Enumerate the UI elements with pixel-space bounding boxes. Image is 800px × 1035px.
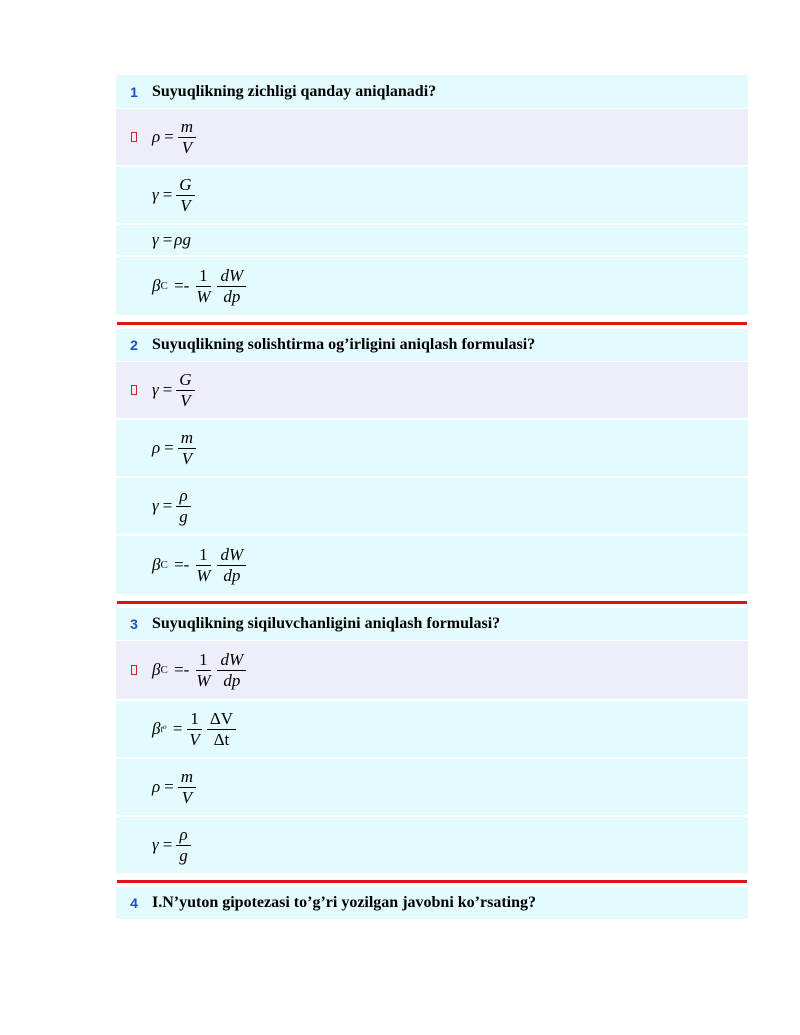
question-text: Suyuqlikning solishtirma og’irligini aniqlash formulasi? xyxy=(152,336,536,353)
formula-symbol: C xyxy=(160,559,168,571)
formula-symbol: = xyxy=(162,185,173,204)
fraction xyxy=(207,709,236,750)
question-block xyxy=(116,887,748,920)
answer-marker xyxy=(116,665,152,675)
question-block xyxy=(116,329,748,596)
answer-option[interactable] xyxy=(116,759,748,817)
formula-symbol: dp xyxy=(223,565,241,585)
fraction xyxy=(178,428,196,469)
formula-symbol: dW xyxy=(220,265,244,285)
formula-symbol: β xyxy=(152,660,161,679)
answer-option[interactable] xyxy=(116,420,748,478)
formula-symbol: ρ xyxy=(152,777,161,796)
question-block xyxy=(116,75,748,317)
answer-formula xyxy=(152,428,198,469)
formula-symbol: V xyxy=(181,448,193,468)
fraction xyxy=(176,825,191,866)
fraction xyxy=(178,117,196,158)
formula-symbol: =- xyxy=(174,660,190,679)
answer-formula xyxy=(152,825,193,866)
correct-answer-mark-icon xyxy=(131,385,137,395)
question-number: 4 xyxy=(130,895,138,911)
formula-symbol: ΔV xyxy=(209,708,234,728)
answer-formula xyxy=(152,266,248,307)
question-text: Suyuqlikning siqiluvchanligini aniqlash formulasi? xyxy=(152,615,501,632)
question-number: 2 xyxy=(130,337,138,353)
formula-symbol: m xyxy=(180,116,194,136)
formula-symbol: V xyxy=(180,195,191,215)
formula-symbol: 1 xyxy=(190,708,199,728)
formula-symbol: 1 xyxy=(199,544,208,564)
formula-symbol: γ xyxy=(152,496,159,515)
quiz-list xyxy=(116,75,748,920)
formula-symbol: ρ xyxy=(174,230,183,249)
formula-symbol: dp xyxy=(223,670,241,690)
answer-marker xyxy=(116,385,152,395)
formula-symbol: dW xyxy=(220,544,244,564)
answer-option[interactable] xyxy=(116,641,748,701)
fraction xyxy=(217,650,246,691)
formula-symbol: γ xyxy=(152,230,159,249)
answer-option[interactable] xyxy=(116,109,748,167)
formula-symbol: =- xyxy=(174,276,190,295)
answer-formula xyxy=(152,650,248,691)
answer-option[interactable] xyxy=(116,362,748,420)
formula-symbol: V xyxy=(180,390,191,410)
formula-symbol: m xyxy=(180,766,194,786)
formula-symbol: dp xyxy=(223,286,241,306)
formula-symbol: γ xyxy=(152,380,159,399)
formula-symbol: ρ xyxy=(152,127,161,146)
answer-option[interactable] xyxy=(116,225,748,257)
answer-option[interactable] xyxy=(116,257,748,317)
formula-symbol: = xyxy=(164,438,174,457)
formula-symbol: = xyxy=(164,127,174,146)
formula-symbol: = xyxy=(162,380,173,399)
formula-symbol: β xyxy=(152,276,161,295)
formula-symbol: G xyxy=(179,369,192,389)
answer-option[interactable] xyxy=(116,701,748,759)
answer-option[interactable] xyxy=(116,167,748,225)
answer-formula xyxy=(152,767,198,808)
formula-symbol: ρ xyxy=(179,824,188,844)
fraction xyxy=(176,175,194,216)
answer-option[interactable] xyxy=(116,478,748,536)
answer-formula xyxy=(152,545,248,586)
formula-symbol: W xyxy=(196,565,211,585)
answer-formula xyxy=(152,230,191,250)
question-row xyxy=(116,329,748,362)
formula-symbol: V xyxy=(181,137,193,157)
formula-symbol: W xyxy=(196,670,211,690)
formula-symbol: C xyxy=(160,664,168,676)
formula-symbol: m xyxy=(180,427,194,447)
formula-symbol: β xyxy=(152,555,161,574)
answer-option[interactable] xyxy=(116,536,748,596)
formula-symbol: =- xyxy=(174,555,190,574)
fraction xyxy=(193,545,213,586)
fraction xyxy=(176,486,191,527)
fraction xyxy=(193,266,213,307)
formula-symbol: dW xyxy=(220,649,244,669)
formula-symbol: 1 xyxy=(199,265,208,285)
question-text: I.N’yuton gipotezasi to’g’ri yozilgan javobni ko’rsating? xyxy=(152,894,536,911)
formula-symbol: = xyxy=(164,777,174,796)
answer-formula xyxy=(152,370,197,411)
answer-formula xyxy=(152,486,193,527)
fraction xyxy=(178,767,196,808)
correct-answer-mark-icon xyxy=(131,132,137,142)
formula-symbol: G xyxy=(179,174,192,194)
fraction xyxy=(193,650,213,691)
question-text: Suyuqlikning zichligi qanday aniqlanadi? xyxy=(152,82,437,100)
formula-symbol: β xyxy=(152,719,161,738)
formula-symbol: 1 xyxy=(199,649,208,669)
answer-formula xyxy=(152,117,198,158)
fraction xyxy=(176,370,194,411)
question-number: 3 xyxy=(130,616,138,632)
formula-symbol: V xyxy=(181,787,193,807)
formula-symbol: ρ xyxy=(152,438,161,457)
formula-symbol: = xyxy=(172,719,183,738)
formula-symbol: g xyxy=(179,506,188,526)
question-row xyxy=(116,75,748,109)
formula-symbol: γ xyxy=(152,185,159,204)
formula-symbol: γ xyxy=(152,835,159,854)
formula-symbol: = xyxy=(162,496,173,515)
question-block xyxy=(116,608,748,875)
formula-symbol: W xyxy=(196,286,211,306)
correct-answer-mark-icon xyxy=(131,665,137,675)
question-number: 1 xyxy=(130,83,138,100)
fraction xyxy=(186,709,202,750)
formula-symbol: ρ xyxy=(179,485,188,505)
formula-symbol: t⁰ xyxy=(160,723,167,734)
fraction xyxy=(217,545,246,586)
formula-symbol: = xyxy=(162,230,173,249)
fraction xyxy=(217,266,246,307)
answer-marker xyxy=(116,132,152,142)
answer-formula xyxy=(152,709,238,750)
formula-symbol: V xyxy=(189,729,200,749)
question-row xyxy=(116,608,748,641)
answer-formula xyxy=(152,175,197,216)
formula-symbol: C xyxy=(160,280,168,292)
formula-symbol: = xyxy=(162,835,173,854)
question-row xyxy=(116,887,748,920)
formula-symbol: g xyxy=(179,845,188,865)
formula-symbol: Δt xyxy=(213,729,230,749)
formula-symbol: g xyxy=(182,230,191,249)
answer-option[interactable] xyxy=(116,817,748,875)
